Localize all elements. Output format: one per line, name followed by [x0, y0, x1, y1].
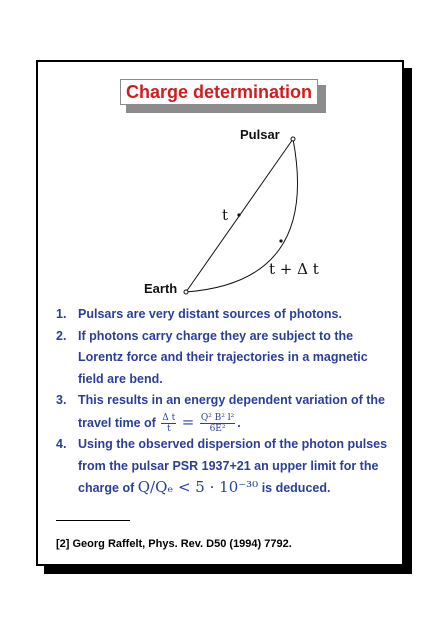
item-text [78, 390, 396, 434]
curved-path-time-label: t + Δ t [269, 260, 319, 278]
pulsar-label: Pulsar [240, 127, 280, 142]
charge-formula-fraction [200, 413, 235, 434]
item-number: 3. [56, 393, 67, 407]
point-list [56, 304, 396, 500]
item-text-after: . [237, 415, 241, 430]
charge-limit-formula: Q/Qₑ < 5 · 10⁻³⁰ [137, 478, 259, 496]
straight-path-time-label: t [222, 206, 229, 224]
item-text: Pulsars are very distant sources of photons. [78, 307, 342, 321]
item-text-before: This results in an energy dependent variation of the travel time of [78, 393, 386, 430]
footnote-divider [56, 520, 130, 521]
item-text-after: is deduced. [261, 481, 331, 495]
list-item [56, 434, 396, 500]
item-text: If photons carry charge they are subject to the Lorentz force and their trajectories in a magnetic field are bend. [78, 328, 368, 386]
fraction-numerator: Q² B² l² [200, 412, 235, 423]
equals-sign: = [181, 412, 195, 431]
item-text [78, 434, 396, 500]
list-item [56, 390, 396, 434]
fraction-denominator: 6E² [209, 423, 226, 434]
list-item [56, 326, 396, 391]
item-text-before: Using the observed dispersion of the photon pulses from the pulsar PSR 1937+21 an upper limit for the charge of [78, 437, 388, 495]
list-item [56, 304, 396, 326]
earth-point [184, 290, 188, 294]
fraction-denominator: t [166, 423, 171, 434]
item-number: 2. [56, 328, 67, 343]
item-number: 1. [56, 307, 67, 321]
footnote-reference: [2] Georg Raffelt, Phys. Rev. D50 (1994) 7792. [56, 538, 292, 550]
pulsar-point [291, 137, 295, 141]
straight-path-marker [237, 213, 240, 216]
fraction-numerator: Δ t [162, 412, 176, 423]
delta-t-fraction [161, 413, 176, 434]
slide-title: Charge determination [120, 79, 318, 105]
earth-label: Earth [144, 281, 178, 296]
curved-path-marker [279, 239, 282, 242]
item-number: 4. [56, 437, 67, 451]
